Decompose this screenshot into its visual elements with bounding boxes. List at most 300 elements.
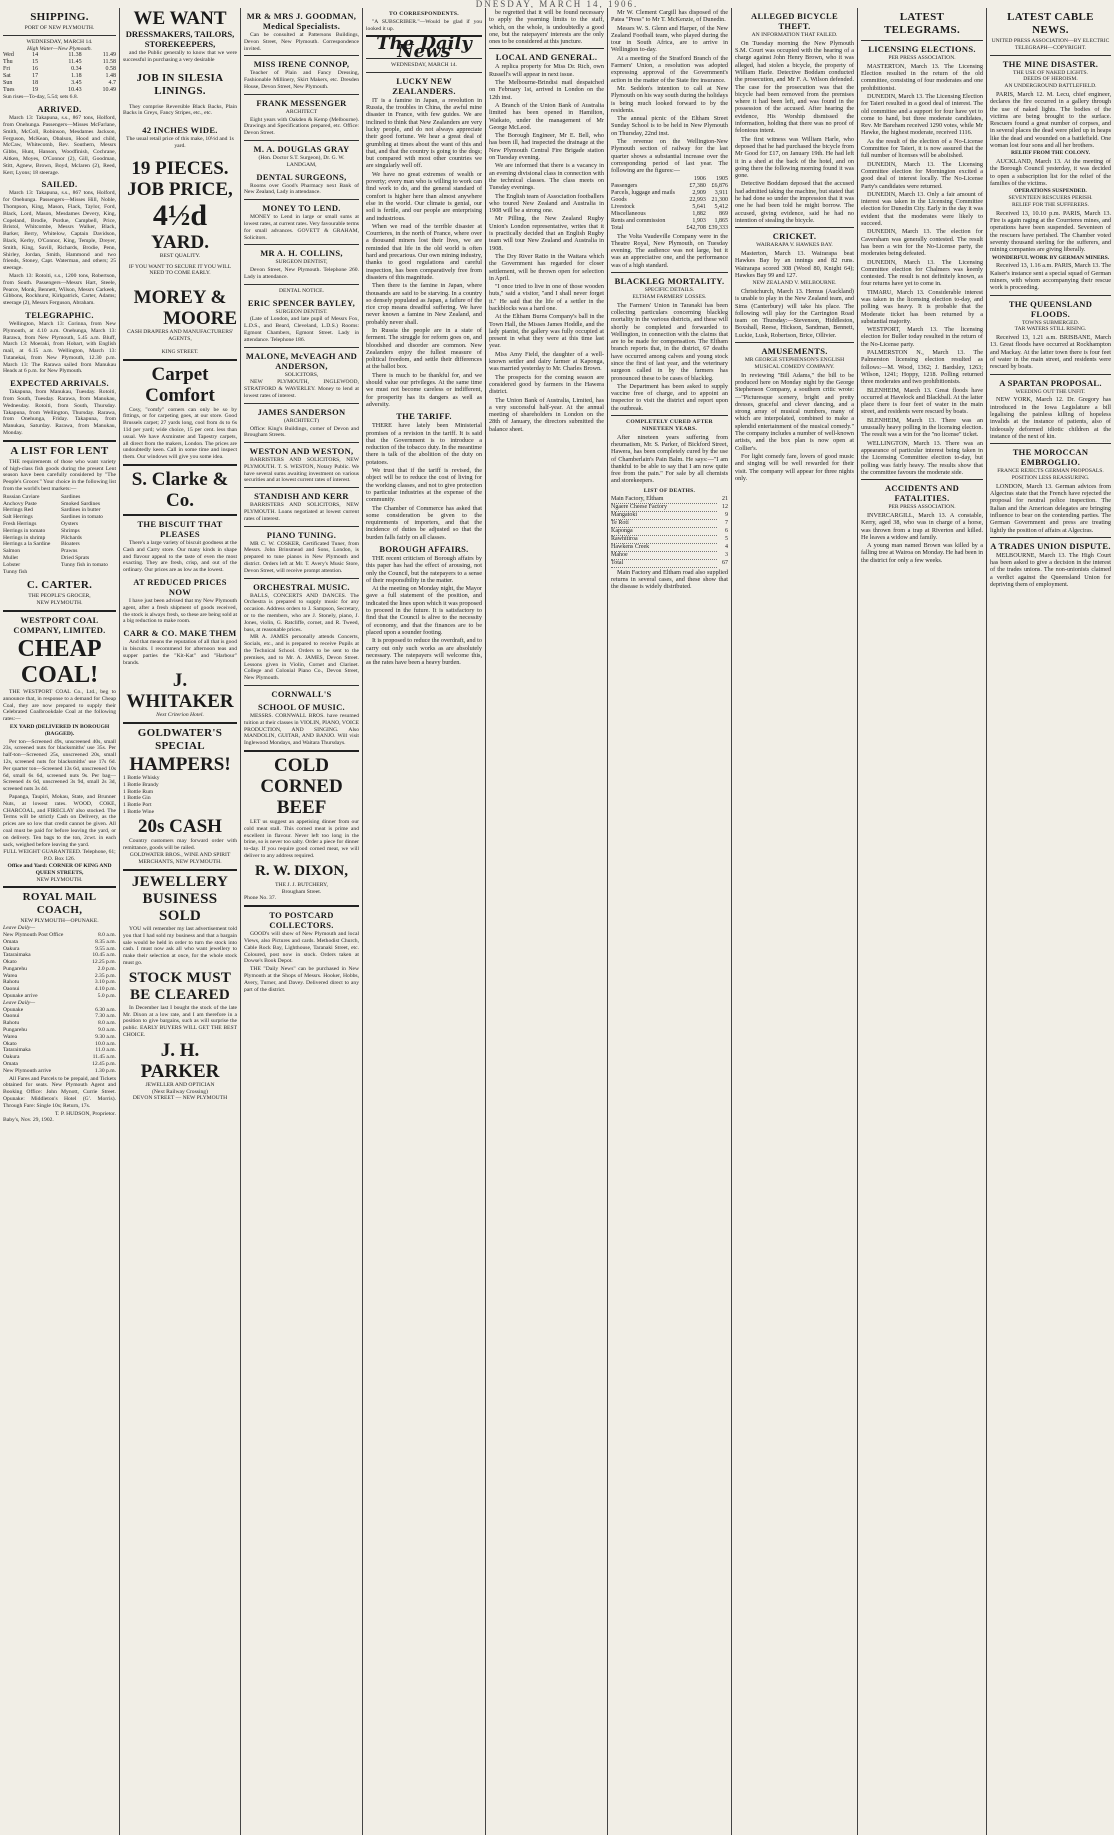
spartan-heading: A SPARTAN PROPOSAL. (999, 377, 1102, 388)
make-heading: CARR & CO. MAKE THEM (123, 628, 237, 639)
mail-stop-time: 5.0 p.m. (97, 993, 116, 1000)
mail-stop-place: Warea (3, 1033, 18, 1040)
mail-stop-time: 3.10 p.m. (94, 979, 116, 986)
divider (735, 342, 854, 343)
divider (123, 869, 237, 871)
lent-item: Mullet (3, 555, 18, 562)
hamper-item: 1 Bottle Rum (123, 788, 154, 795)
revenue-text: The revenue on the Wellington-New Plymouth section of railway for the last quarter shows a substantial increase over the corresponding period of last year. The following are the figures:— (611, 138, 728, 175)
press-association: PER PRESS ASSOCIATION. (888, 55, 956, 61)
blackleg-heading: BLACKLEG MORTALITY. (614, 276, 725, 287)
local-item: The Borough Engineer, Mr E. Bell, who has been ill, had inspected the drainage at the New Plymouth Central Fire Brigade station on Tuesday evening. (489, 132, 604, 162)
tide-pm: 11.58 (102, 59, 116, 66)
deaths-place: Total (611, 559, 717, 567)
revenue-header-row (611, 176, 728, 183)
shipping-date: WEDNESDAY, MARCH 14. (26, 38, 93, 45)
relief-body: AUCKLAND, March 13. At the meeting of the Borough Council yesterday, it was decided to open a subscription list for the relief of the families of the victims. (990, 158, 1111, 188)
coal-company: WESTPORT COAL COMPANY, LIMITED. (13, 615, 106, 635)
divider (123, 464, 237, 466)
coal-more: Papanga, Taupiri, Mokau, State, and Brunner Nuts, at lowest rates. WOOD, COKE, CHARCOAL, and FIRECLAY also stocked. The Terms will be strictly Cash on Delivery, as the prices are so low that credit cannot be given. All coal must be paid for before leaving the yard, or on delivery. Ten bags to the ton, 2cwt. in each sack, weighed before leaving the yard. (3, 793, 116, 848)
lent-item: Herrings in tomato (3, 527, 46, 534)
revenue-label: Miscellaneous (611, 210, 646, 217)
revenue-1906: £42,708 (686, 224, 706, 231)
tide-day: Wed (3, 52, 14, 59)
carter-name: C. CARTER. (26, 579, 93, 592)
revenue-label: Parcels, luggage and mails (611, 189, 675, 196)
expected-text: Takapuna, from Manukau, Tuesday. Rotoiti, from South, Tuesday. Rarawa, from Manukau, Wednesday. Rotoiti, from South, Thursday. Takapuna, from Wellington, Thursday. Rarawa, from Onehunga, Friday. Takapuna, from Manukau, Saturday. Rarawa, from Manukau, Monday. (3, 389, 116, 437)
mail-coach-route: NEW PLYMOUTH—OPUNAKE. (20, 918, 99, 925)
local-item: We are informed that there is a vacancy in an evening divisional class in connection with the technical classes. The class meets on Tuesday evenings. (489, 162, 604, 192)
tide-row (3, 73, 116, 80)
tide-am: 11.45 (68, 59, 82, 66)
local-item: Miss Amy Field, the daughter of a well-known settler and dairy farmer at Kaponga, was married yesterday to Mr. Charles Brown. (489, 350, 604, 373)
corned-heading-2: CORNED BEEF (260, 776, 343, 818)
blackleg-body: The Farmers' Union in Taranaki has been collecting particulars concerning blackleg mortality in the various districts, and these will shortly be completed and forwarded to Wellington, in connection with the claims that are to be made for compensation. The Eltham branch reports that, in the district, 67 deaths have occurred among calves and young stock since the first of last year, and the veterinary surgeon called in by the farmers has pronounced these to be cases of blackleg. (611, 301, 728, 382)
divider (3, 440, 116, 442)
shipping-heading: SHIPPING. (30, 11, 89, 23)
trades-body: MELBOURNE, March 13. The High Court has been asked to give a decision in the interest of the trades unions. The non-unionists claimed a verdict against the Queensland Union for depriving them of employment. (990, 551, 1111, 589)
accidents-body-2: A young man named Brown was killed by a falling tree at Wairoa on Monday. He had been in the district for only a few weeks. (861, 542, 984, 564)
mail-stop-place: Rahotu (3, 979, 20, 986)
column-shipping (0, 8, 119, 1835)
deaths-place: Te Roti (611, 519, 717, 527)
divider (990, 55, 1111, 56)
newspaper-masthead: The Daily News (376, 33, 472, 62)
dental-body: Rooms over Good's Pharmacy next Bank of New Zealand, Lady in attendance. (244, 182, 359, 196)
lent-item: Salmon (3, 548, 21, 555)
revenue-header-cell (611, 176, 684, 183)
tariff-paragraph: The Chamber of Commerce has asked that some consideration be given to the requirements of importers, and that the incidence of duties be adjusted so that the burden falls fairly on all classes. (366, 504, 482, 541)
gray-sub: (Hon. Doctor S.T. Surgeon), Dr. G. W. LANDGAM, (258, 154, 345, 168)
lent-body: THE requirements of those who want variety of high-class fish goods during the present Lent season have been carefully considered by "The People's Grocer." Your choice in the following list from the world's best markets:— (3, 458, 116, 493)
mail-stop-time: 10.45 a.m. (92, 952, 116, 959)
deaths-place: Rawhitiroa (611, 535, 717, 543)
tide-date: 15 (32, 59, 39, 66)
carter-location: NEW PLYMOUTH. (36, 600, 83, 607)
lent-item: Fresh Herrings (3, 521, 37, 528)
deaths-row (611, 511, 728, 519)
lent-item: Prawns (61, 548, 78, 555)
column-professional (241, 8, 362, 1835)
tar-water-sub: TAR WATERS STILL RISING. (1014, 326, 1087, 333)
tide-day: Sun (3, 80, 13, 87)
gray-heading: M. A. DOUGLAS GRAY (253, 143, 350, 154)
local-item: A replica property for Miss Dr. Rich, own Russell's will appear in next issue. (489, 63, 604, 78)
piano-body: MR C. W. COSKER, Certificated Tuner, from Messrs. John Brinsmead and Sons, London, is prepared to tune pianos in New Plymouth and district. Orders left at Mr. T. Avery's Music Store, Devon Street, will receive prompt attention. (244, 540, 359, 574)
divider (990, 374, 1111, 375)
tides-table (3, 52, 116, 94)
tide-row (3, 80, 116, 87)
mail-stop-time: 12.45 p.m. (92, 1061, 116, 1068)
revenue-row (611, 204, 728, 211)
deaths-row (611, 527, 728, 535)
dental-surgeons: DENTAL SURGEONS, (256, 171, 347, 182)
lent-item: Oysters (61, 521, 79, 528)
local-item: The English team of Association footballers who toured New Zealand and Australia in 1908 will be a strong one. (489, 192, 604, 215)
cricket-heading: CRICKET. (772, 231, 817, 242)
pieces-heading: 19 PIECES. (131, 157, 229, 179)
tide-pm: 1.48 (105, 73, 116, 80)
mail-stop-row (3, 1047, 116, 1054)
collins-body: Devon Street, New Plymouth. Telephone 260. Lady in attendance. (244, 267, 359, 280)
relief-heading: RELIEF FROM THE COLONY. (1010, 150, 1091, 157)
connop-heading: MISS IRENE CONNOP, (253, 59, 350, 70)
cornwall-sub: SCHOOL OF MUSIC. (258, 702, 345, 713)
tide-date: 16 (32, 66, 39, 73)
job-heading: JOB IN SILESIA LININGS. (136, 71, 224, 97)
mail-stop-time: 8.35 a.m. (95, 938, 116, 945)
deaths-table (611, 496, 728, 568)
deaths-heading: LIST OF DEATHS. (643, 487, 696, 494)
rescuers-heading: SEVENTEEN RESCUERS PERISH. (1008, 195, 1093, 202)
deaths-footer: Main Factory and Eltham road also supplied returns in several cases, and these show that the disease is widely distributed. (611, 568, 728, 591)
deaths-place: Mahoe (611, 551, 717, 559)
amusements-body-2: For light comedy fare, lovers of good music and singing will be well rewarded for their visit. The company will appear for three nights only. (735, 452, 854, 482)
cornwall-heading: CORNWALL'S (271, 689, 332, 700)
borough-paragraph: It is proposed to reduce the overdraft, and to carry out only such works as are absolutely necessary. The ratepayers will welcome this, as the rates have been a heavy burden. (366, 637, 482, 667)
local-item: The Melbourne-Brindisi mail despatched on February 1st, arrived in London on the 12th inst. (489, 79, 604, 101)
mail-stop-row (3, 946, 116, 953)
tide-pm: 11.49 (102, 52, 116, 59)
spartan-sub: WEEDING OUT THE UNFIT. (1015, 388, 1086, 395)
cable-sub: UNITED PRESS ASSOCIATION—BY ELECTRIC TELEGRAPH—COPYRIGHT. (991, 38, 1110, 51)
mail-stops-outbound (3, 932, 116, 1000)
expected-heading: EXPECTED ARRIVALS. (10, 378, 109, 389)
cricket-body: Masterton, March 13. Wairarapa beat Hawkes Bay by an innings and 82 runs. Wairarapa scored 308 (Wood 80, Knight 64); Hawkes Bay 99 and 127. (735, 250, 854, 279)
divider (3, 610, 116, 612)
hamper-item: 1 Bottle Port (123, 802, 152, 809)
lent-item: Sardines in tomato (61, 514, 103, 521)
morocco-sub-2: POSITION LESS REASSURING. (1011, 474, 1090, 481)
lent-item: Dried Sprats (61, 555, 90, 562)
mail-stop-time: 10.0 a.m. (95, 1040, 116, 1047)
mail-stop-row (3, 1054, 116, 1061)
weston-body: BARRISTERS AND SOLICITORS, NEW PLYMOUTH. T. S. WESTON, Notary Public. We have several sums awaiting investment on various securities and at lowest current rates of interest. (244, 457, 359, 484)
sanderson-sub: (ARCHITECT) (283, 417, 320, 424)
deaths-row (611, 551, 728, 559)
divider (244, 55, 359, 56)
divider (244, 750, 359, 752)
revenue-label: Total (611, 224, 624, 231)
tide-row (3, 52, 116, 59)
coal-telephone: FULL WEIGHT GUARANTEED. Telephone, 61; P.O. Box 126. (3, 849, 116, 863)
coal-office: Office and Yard: CORNER OF KING AND QUEEN STREETS, (7, 862, 112, 876)
completely-heading: COMPLETELY CURED AFTER NINETEEN YEARS. (626, 419, 713, 432)
lucky-paragraph: We have no great extremes of wealth or poverty; every man who is willing to work can find work to do, and the general standard of comfort is higher here than almost anywhere else in the world. Our climate is genial, our soil is fertile, and our people are enterprising and industrious. (366, 170, 482, 222)
mail-stop-place: Okato (3, 959, 17, 966)
bayley-body: (Late of London, and late pupil of Messrs Fox, L.D.S., and Beard, Cleveland, L.D.S.) Rooms: Egmont Chambers, Egmont Street. Lady in attendance. Telephone 186. (244, 316, 359, 343)
morocco-body: LONDON, March 13. German advices from Algeciras state that the French have rejected the proposal for neutral police inspection. The Italian and the American delegates are bringing influence to bear on the contending parties. The German Government and press are treating lightly the position of affairs at Algeciras. (990, 482, 1111, 534)
morey-subtitle: CASH DRAPERS AND MANUFACTURERS' AGENTS, (126, 329, 234, 342)
revenue-1906: £7,380 (689, 182, 706, 189)
mail-leave-2: Leave Daily— (3, 999, 36, 1006)
lent-item: Lobster (3, 561, 21, 568)
lent-item: Bloaters (61, 541, 80, 548)
divider (3, 886, 116, 888)
tide-day: Tues (3, 87, 15, 94)
masthead-date: WEDNESDAY, MARCH 14. (391, 61, 457, 68)
news-item-1: Mr W. Clement Cargill has disposed of the Patea "Press" to Mr T. McKenzie, of Dunedin. (611, 9, 728, 24)
deaths-count: 6 (725, 527, 728, 534)
whitaker-sub: Next Criterion Hotel. (156, 712, 204, 719)
revenue-row (611, 183, 728, 190)
secure-note: IF YOU WANT TO SECURE IT YOU WILL NEED TO COME EARLY. (128, 263, 232, 277)
lent-item: Herrings Red (3, 507, 33, 514)
wonderful-heading: WONDERFUL WORK BY GERMAN MINERS. (991, 254, 1110, 261)
borough-heading: BOROUGH AFFAIRS. (379, 544, 469, 554)
mail-stop-row (3, 1068, 116, 1075)
local-item: Mr Pilling, the New Zealand Rugby Union's London representative, writes that it is practically decided that an English Rugby team will tour New Zealand and Australia in 1908. (489, 215, 604, 252)
lent-item: Tunny fish in tomato (61, 561, 108, 568)
revenue-label: Livestock (611, 203, 635, 210)
top-date-line: DNESDAY, MARCH 14, 1906. (475, 0, 639, 8)
morocco-sub: FRANCE REJECTS GERMAN PROPOSALS. (997, 468, 1104, 475)
cricket-sub: WAIRARAPA V. HAWKES BAY. (756, 242, 833, 249)
mail-stop-time: 11.45 a.m. (92, 1054, 116, 1061)
port-heading: PORT OF NEW PLYMOUTH. (24, 25, 95, 31)
column-news (608, 8, 731, 1835)
local-item: "I once tried to live in one of those wooden huts," said a visitor, "and I shall never forget it." He said that the life of a settler in the backblocks was a hard one. (489, 283, 604, 312)
clarke-heading: S. Clarke & Co. (131, 468, 229, 511)
cheap-coal-heading: CHEAP COAL! (17, 636, 102, 688)
divider (861, 40, 983, 41)
lucky-paragraph: Then there is the famine in Japan, where thousands are said to be starving. In a country so densely populated as Japan, a failure of the rice crop means dreadful suffering. We have never known a famine in New Zealand, and probably never shall. (366, 282, 482, 326)
divider (244, 685, 359, 686)
deaths-count: 9 (725, 511, 728, 518)
goodman-heading: MR & MRS J. GOODMAN, Medical Specialists. (246, 11, 357, 31)
inches-wide: 42 INCHES WIDE. (142, 125, 218, 136)
deaths-row (611, 519, 728, 527)
amusements-body: In reviewing "Bill Adams," the bill to be produced here on Monday night by the George Stephenson Company, a southern critic wrote:—"Picturesque scenery, bright and pretty dresses, graceful and clever dancing, and a strong array of musical numbers, many of which are interpolated, combined to make a splendid entertainment of the musical comedy." The company includes a number of well-known artists, and the box plan is now open at Collier's. (735, 371, 854, 452)
lent-item: Sardines (61, 493, 81, 500)
licensing-item: DUNEDIN, March 13. The Licensing Committee election for Chalmers was keenly contested. The result is not definitely known, as four returns have yet to come in. (861, 258, 983, 288)
mail-stop-time: 2.35 p.m. (94, 972, 116, 979)
stock-heading: STOCK MUST BE CLEARED (128, 969, 232, 1003)
revenue-1906: 1,882 (692, 210, 706, 217)
deaths-row (611, 559, 728, 567)
mail-stop-time: 2.0 p.m. (97, 965, 116, 972)
borough-paragraph: At the meeting on Monday night, the Mayor gave a full statement of the position, and indicated the lines upon which it was proposed to proceed in the future. It is satisfactory to find that the Council is alive to the necessity of economy, and that the finances are to be placed upon a sounder footing. (366, 585, 482, 636)
mail-stop-row (3, 966, 116, 973)
deaths-count: 7 (725, 519, 728, 526)
tide-am: 1.18 (71, 73, 82, 80)
borough-paragraph: THE recent criticism of Borough affairs by this paper has had the effect of arousing, not only the Council, but the ratepayers to a sense of their responsibility in the matter. (366, 555, 482, 584)
news-item-5: The annual picnic of the Eltham Street Sunday School is to be held in New Plymouth on Thursday, 22nd inst. (611, 115, 728, 137)
parker-name: J. H. PARKER (140, 1039, 220, 1082)
messenger-heading: FRANK MESSENGER (256, 97, 347, 108)
cable-heading: LATEST CABLE NEWS. (1007, 11, 1094, 36)
revenue-1905: £39,333 (708, 224, 728, 231)
accidents-heading: ACCIDENTS AND FATALITIES. (884, 483, 960, 504)
divider (123, 359, 237, 361)
bicycle-body-2: The first witness was William Harle, who deposed that he had purchased the bicycle from Mr Good for £17, on January 19th. He had left it in a shed at the back of the hotel, and on going there the following morning found it was gone. (735, 135, 854, 180)
postcard-body: GOOD's will show of New Plymouth and local Views, also Pictures and cards. Methodist Church, Cable Rock Bay, Lighthouse, Taranaki Street, etc. Coloured, post now in stock. Orders taken at Dowse's Book Depot. (244, 931, 359, 965)
revenue-row (611, 197, 728, 204)
column-editorial (363, 8, 485, 1835)
telegraphic-text: Wellington, March 13: Corinna, from New Plymouth, at 4.10 a.m. Onehunga, March 13: Rarawa, from New Plymouth, 5.45 a.m. Bluff, March 13: Moeraki, from Hobart, with English mail, at 6.15 a.m. Wellington, March 13: Tutanekai, from New Plymouth, 12.30 p.m. March 13: The Rarawa sailed from Manukau Heads at 6 p.m. for New Plymouth. (3, 320, 116, 375)
divider (123, 722, 237, 724)
bayley-sub: SURGEON DENTIST. (275, 308, 328, 315)
lucky-paragraph: IT is a famine in Japan, a revolution in Russia, the troubles in China, the awful mine disaster in France, with few guides. We are inclined to think that New Zealanders are very lucky people, and do not always appreciate their good fortune. We hear a great deal of grumbling at times about the want of this and that, and that the country is going to the dogs; but compared with most other countries we are singularly well off. (366, 96, 482, 170)
mine-sub-1: THE USE OF NAKED LIGHTS. (1012, 69, 1089, 76)
mine-body: PARIS, March 12. M. Lecu, chief engineer, declares the fire occurred in a gallery through the use of naked lights. The bodies of the victims are being brought to the surface. Rescuers found a great number of corpses, and in several places the dead were piled up in heaps like the dead and wounded on a battlefield. One woman lost four sons and all her brothers. (990, 90, 1111, 150)
mail-stop-row (3, 1013, 116, 1020)
tides-title: High Water—New Plymouth. (27, 45, 92, 52)
tariff-article (366, 422, 482, 541)
licensing-item: DUNEDIN, March 13. The Licensing Committee election for Mornington excited a good deal of interest locally. The No-License Party's candidates were returned. (861, 160, 983, 190)
tide-am: 3.45 (71, 80, 82, 87)
blackleg-body-2: The Department has been asked to supply vaccine free of charge, and to appoint an inspector to visit the district and report upon the outbreak. (611, 382, 728, 412)
revenue-row (611, 211, 728, 218)
lucky-paragraph: When we read of the terrible disaster at Courrieres, in the north of France, where over a thousand miners lost their lives, we are reminded that life in the old world is often hard and precarious. Our own mining industry, thanks to good regulations and careful inspection, has been comparatively free from disasters of this magnitude. (366, 222, 482, 281)
queensland-heading: THE QUEENSLAND FLOODS. (1008, 298, 1093, 319)
deaths-row (611, 535, 728, 543)
lent-item: Shrimps (61, 527, 80, 534)
mail-stop-place: Tataraimaka (3, 952, 31, 959)
local-item: The prospects for the coming season are considered good by farmers in the Hawera district. (489, 373, 604, 396)
accidents-body: INVERCARGILL, March 13. A constable, Kerry, aged 38, who was in charge of a horse, was thrown from a trap at Riverton and killed. He leaves a widow and family. (861, 511, 983, 541)
job-price-heading: JOB PRICE, (127, 178, 233, 200)
best-quality: BEST QUALITY. (159, 252, 201, 259)
usual-price: The usual retail price of this make, 10½d and 1s yard. (126, 136, 234, 149)
divider (611, 272, 728, 273)
mail-stop-place: Tataraimaka (3, 1047, 31, 1054)
licensing-items (861, 63, 983, 476)
hamper-footer: Country customers may forward order with remittance, goods will be railed. (123, 837, 237, 851)
borough-article (366, 555, 482, 666)
reduced-heading: AT REDUCED PRICES NOW (133, 576, 227, 597)
hamper-item: 1 Bottle Gin (123, 795, 151, 802)
revenue-header-cell: 1905 (716, 175, 728, 182)
bicycle-body-3: Detective Boddam deposed that the accused had admitted taking the machine, but stated that he had done so under the impression that it was one he had been told he might borrow. The accused, giving evidence, said he had no intention of stealing the bicycle. (735, 180, 854, 224)
local-items (489, 63, 604, 433)
telegraphic-heading: TELEGRAPHIC. (25, 309, 94, 320)
mail-stop-time: 9.55 a.m. (95, 945, 116, 952)
sailed-text-2: March 13: Rotoiti, s.s., 1200 tons, Robertson, from South. Passengers—Messrs Hart, Steele, Pearce, Monk, Bennett, Wilson, Messrs Carkeek, Gibbons, Rockhurst, Kirkpatrick, Carter, Adams; steerage (2), Messrs Ferguson, Abraham. (3, 272, 116, 307)
deaths-count: 67 (722, 559, 728, 566)
reduced-body: I have just been advised that my New Plymouth agent, after a fresh shipment of goods received, the stock is always fresh, so these are being sold at a big reduction to make room. (123, 597, 237, 625)
licensing-item: As the result of the election of a No-License Committee for Taieri, it is now assured that the full number of licenses will be abolished. (861, 137, 983, 160)
wonderful-body: Received 13, 1.16 a.m. PARIS, March 13. The Kaiser's instance sent a special squad of German miners, with whom accompanying their rescue work is proceeding. (990, 262, 1111, 292)
tide-day: Sat (3, 73, 11, 80)
tide-day: Thu (3, 59, 13, 66)
lent-item: Smoked Sardines (61, 500, 100, 507)
divider (244, 905, 359, 907)
hampers-heading: HAMPERS! (129, 754, 231, 776)
arrived-heading: ARRIVED. (37, 104, 82, 115)
blackleg-sub-2: ELTHAM FARMERS' LOSSES. (632, 293, 707, 300)
revenue-1905: 869 (719, 210, 728, 217)
deaths-row (611, 543, 728, 551)
mail-stop-row (3, 979, 116, 986)
dixon-sub: THE J. J. BUTCHERY, (275, 881, 328, 888)
tide-pm: 10.49 (102, 87, 116, 94)
connop-body: Teacher of Plain and Fancy Dressing, Fashionable Millinery, Skirt Makers, etc. Dresden House, Devon Street, New Plymouth. (244, 70, 359, 90)
tariff-paragraph: THERE have lately been Ministerial promises of a revision in the tariff. It is said that the Government is to introduce a reduction of the tobacco duty. In the meantime there is talk of the abolition of the duty on potatoes. (366, 422, 482, 466)
revenue-label: Rents and commission (611, 217, 666, 224)
local-item: A Branch of the Union Bank of Australia limited has been opened in Hamilton, Waikato, under the management of Mr George McLeod. (489, 101, 604, 131)
money-heading: MONEY TO LEND. (262, 203, 341, 214)
sanderson-body: Office: King's Buildings, corner of Devon and Brougham Streets. (244, 425, 359, 439)
tide-pm: 4.7 (108, 80, 116, 87)
mail-stop-time: 8.0 a.m. (97, 931, 116, 938)
mail-stop-place: Opunake (3, 1006, 24, 1013)
news-item-4: Mr. Seddon's intention to call at New Plymouth on his way south during the holidays is being much looked forward to by the residents. (611, 84, 728, 114)
orchestral-body: BALLS, CONCERTS AND DANCES. The Orchestra is prepared to supply music for any occasion. Address orders to J. Sampson, Secretary, or to the members, who are J. Stonely, piano, J. Jones, violin, G. Ratcliffe, cornet, and R. Tweed, bass, at reasonable prices. (244, 592, 359, 633)
tide-date: 14 (32, 52, 39, 59)
divider (611, 415, 728, 416)
column-local (486, 8, 607, 1835)
lent-item: Salt Herrings (3, 514, 33, 521)
deaths-row (611, 496, 728, 504)
divider (990, 295, 1111, 296)
mail-stop-row (3, 1034, 116, 1041)
mail-coach-heading: ROYAL MAIL COACH, (22, 891, 97, 917)
parker-location: (Next Railway Crossing) (152, 1088, 208, 1095)
tide-date: 18 (32, 80, 39, 87)
divider (244, 403, 359, 404)
divider (244, 578, 359, 579)
tide-am: 11.38 (68, 52, 82, 59)
price-value: 4½d (152, 198, 208, 232)
divider (3, 35, 116, 36)
relief2-body: Received 13, 10.10 p.m. PARIS, March 13. Fire is again raging at the Courrieres mines, and operations have been suspended. Seventeen of the rescuers have perished. The Chamber voted seventy thousand sterling for the sufferers, and mining companies are giving liberally. (990, 209, 1111, 254)
mail-stop-row (3, 952, 116, 959)
queensland-body: Received 13, 1.21 a.m. BRISBANE, March 13. Great floods have occurred at Rockhampton and Mackay. At the latter town there is four feet of water in the main street, and residents were rescued by boats. (990, 334, 1111, 371)
licensing-item: WESTPORT, March 13. The licensing election for Buller today resulted in the return of the No-License party. (861, 326, 983, 348)
local-item: The Union Bank of Australia, Limited, has a very successful half-year. At the annual meeting of shareholders in London on the 28th of January, the directors submitted the balance sheet. (489, 396, 604, 433)
column-adverts-a (120, 8, 240, 1835)
hamper-price: 20s CASH (138, 815, 222, 837)
amusements-heading: AMUSEMENTS. (761, 346, 828, 357)
standish-body: BARRISTERS AND SOLICITORS, NEW PLYMOUTH. Loans negotiated at lowest current rates of interest. (244, 502, 359, 522)
divider (123, 514, 237, 516)
revenue-table (611, 176, 728, 232)
tariff-heading: THE TARIFF. (396, 411, 452, 422)
lent-item: Sardines in butter (61, 507, 101, 514)
column-courts (732, 8, 857, 1835)
tide-row (3, 66, 116, 73)
morey-name-1: MOREY & (133, 287, 227, 309)
deaths-count: 12 (722, 503, 728, 510)
mine-sub-3: AN UNDERGROUND BATTLEFIELD. (1004, 83, 1097, 90)
divider (244, 199, 359, 200)
deaths-place: Kaponga (611, 527, 717, 535)
postcard-heading: TO POSTCARD COLLECTORS. (269, 910, 334, 931)
sanderson-heading: JAMES SANDERSON (257, 406, 346, 417)
tide-row (3, 87, 116, 94)
mail-stop-row (3, 939, 116, 946)
tide-date: 17 (32, 73, 39, 80)
divider (489, 48, 604, 49)
lent-item: Herrings a la Sardine (3, 541, 51, 548)
mail-stop-row (3, 932, 116, 939)
parker-street: DEVON STREET — NEW PLYMOUTH (132, 1095, 228, 1102)
deaths-count: 4 (725, 543, 728, 550)
goldwater-store: GOLDWATER BROS., WINE AND SPIRIT MERCHANTS, NEW PLYMOUTH. (129, 852, 231, 866)
mail-stop-place: Pungarehu (3, 965, 27, 972)
cornwall-body: MESSRS. CORNWALL BROS. have resumed tuition at their classes in VIOLIN, PIANO, VOICE PRODUCTION, AND SINGING. Also MANDOLIN, GUITAR, AND BANJO. Will visit Inglewood Mondays, and Waitara Thursdays. (244, 713, 359, 747)
licensing-item: PALMERSTON N., March 13. The Palmerston licensing election resulted as follows:—M. Wood, 1362; J. Bardsley, 1263; Wilson, 1241; Hoppy, 1218. Polling returned three moderates and two prohibitionists. (861, 349, 983, 386)
lucky-paragraph: In Russia the people are in a state of ferment. The struggle for reform goes on, and bloodshed and disorder are common. New Zealanders enjoy the fullest measure of political freedom, and settle their differences at the ballot box. (366, 326, 482, 371)
completely-body: After nineteen years suffering from rheumatism, Mr. S. Parker, of Bickford Street, Hawera, has been completely cured by the use of Chamberlain's Pain Balm. He says:—"I am thankful to be able to say that I am now quite free from the pain." For sale by all chemists and storekeepers. (611, 433, 728, 485)
divider (244, 94, 359, 95)
hamper-item: 1 Bottle Wine (123, 809, 155, 816)
divider (244, 140, 359, 141)
divider (990, 537, 1111, 538)
revenue-header-cell: 1906 (693, 175, 706, 182)
melbourne-body: Christchurch, March 13. Hemus (Auckland) is unable to play in the New Zealand team, and Sims (Canterbury) will take his place. The following will play for the Carrington Road team on Thursday:—Stevenson, Hiddleston, Boxshall, Reese, Hickson, Sandman, Bennett, Luckie, Lusk, Robertson, Brice, Ollivier. (735, 288, 854, 339)
